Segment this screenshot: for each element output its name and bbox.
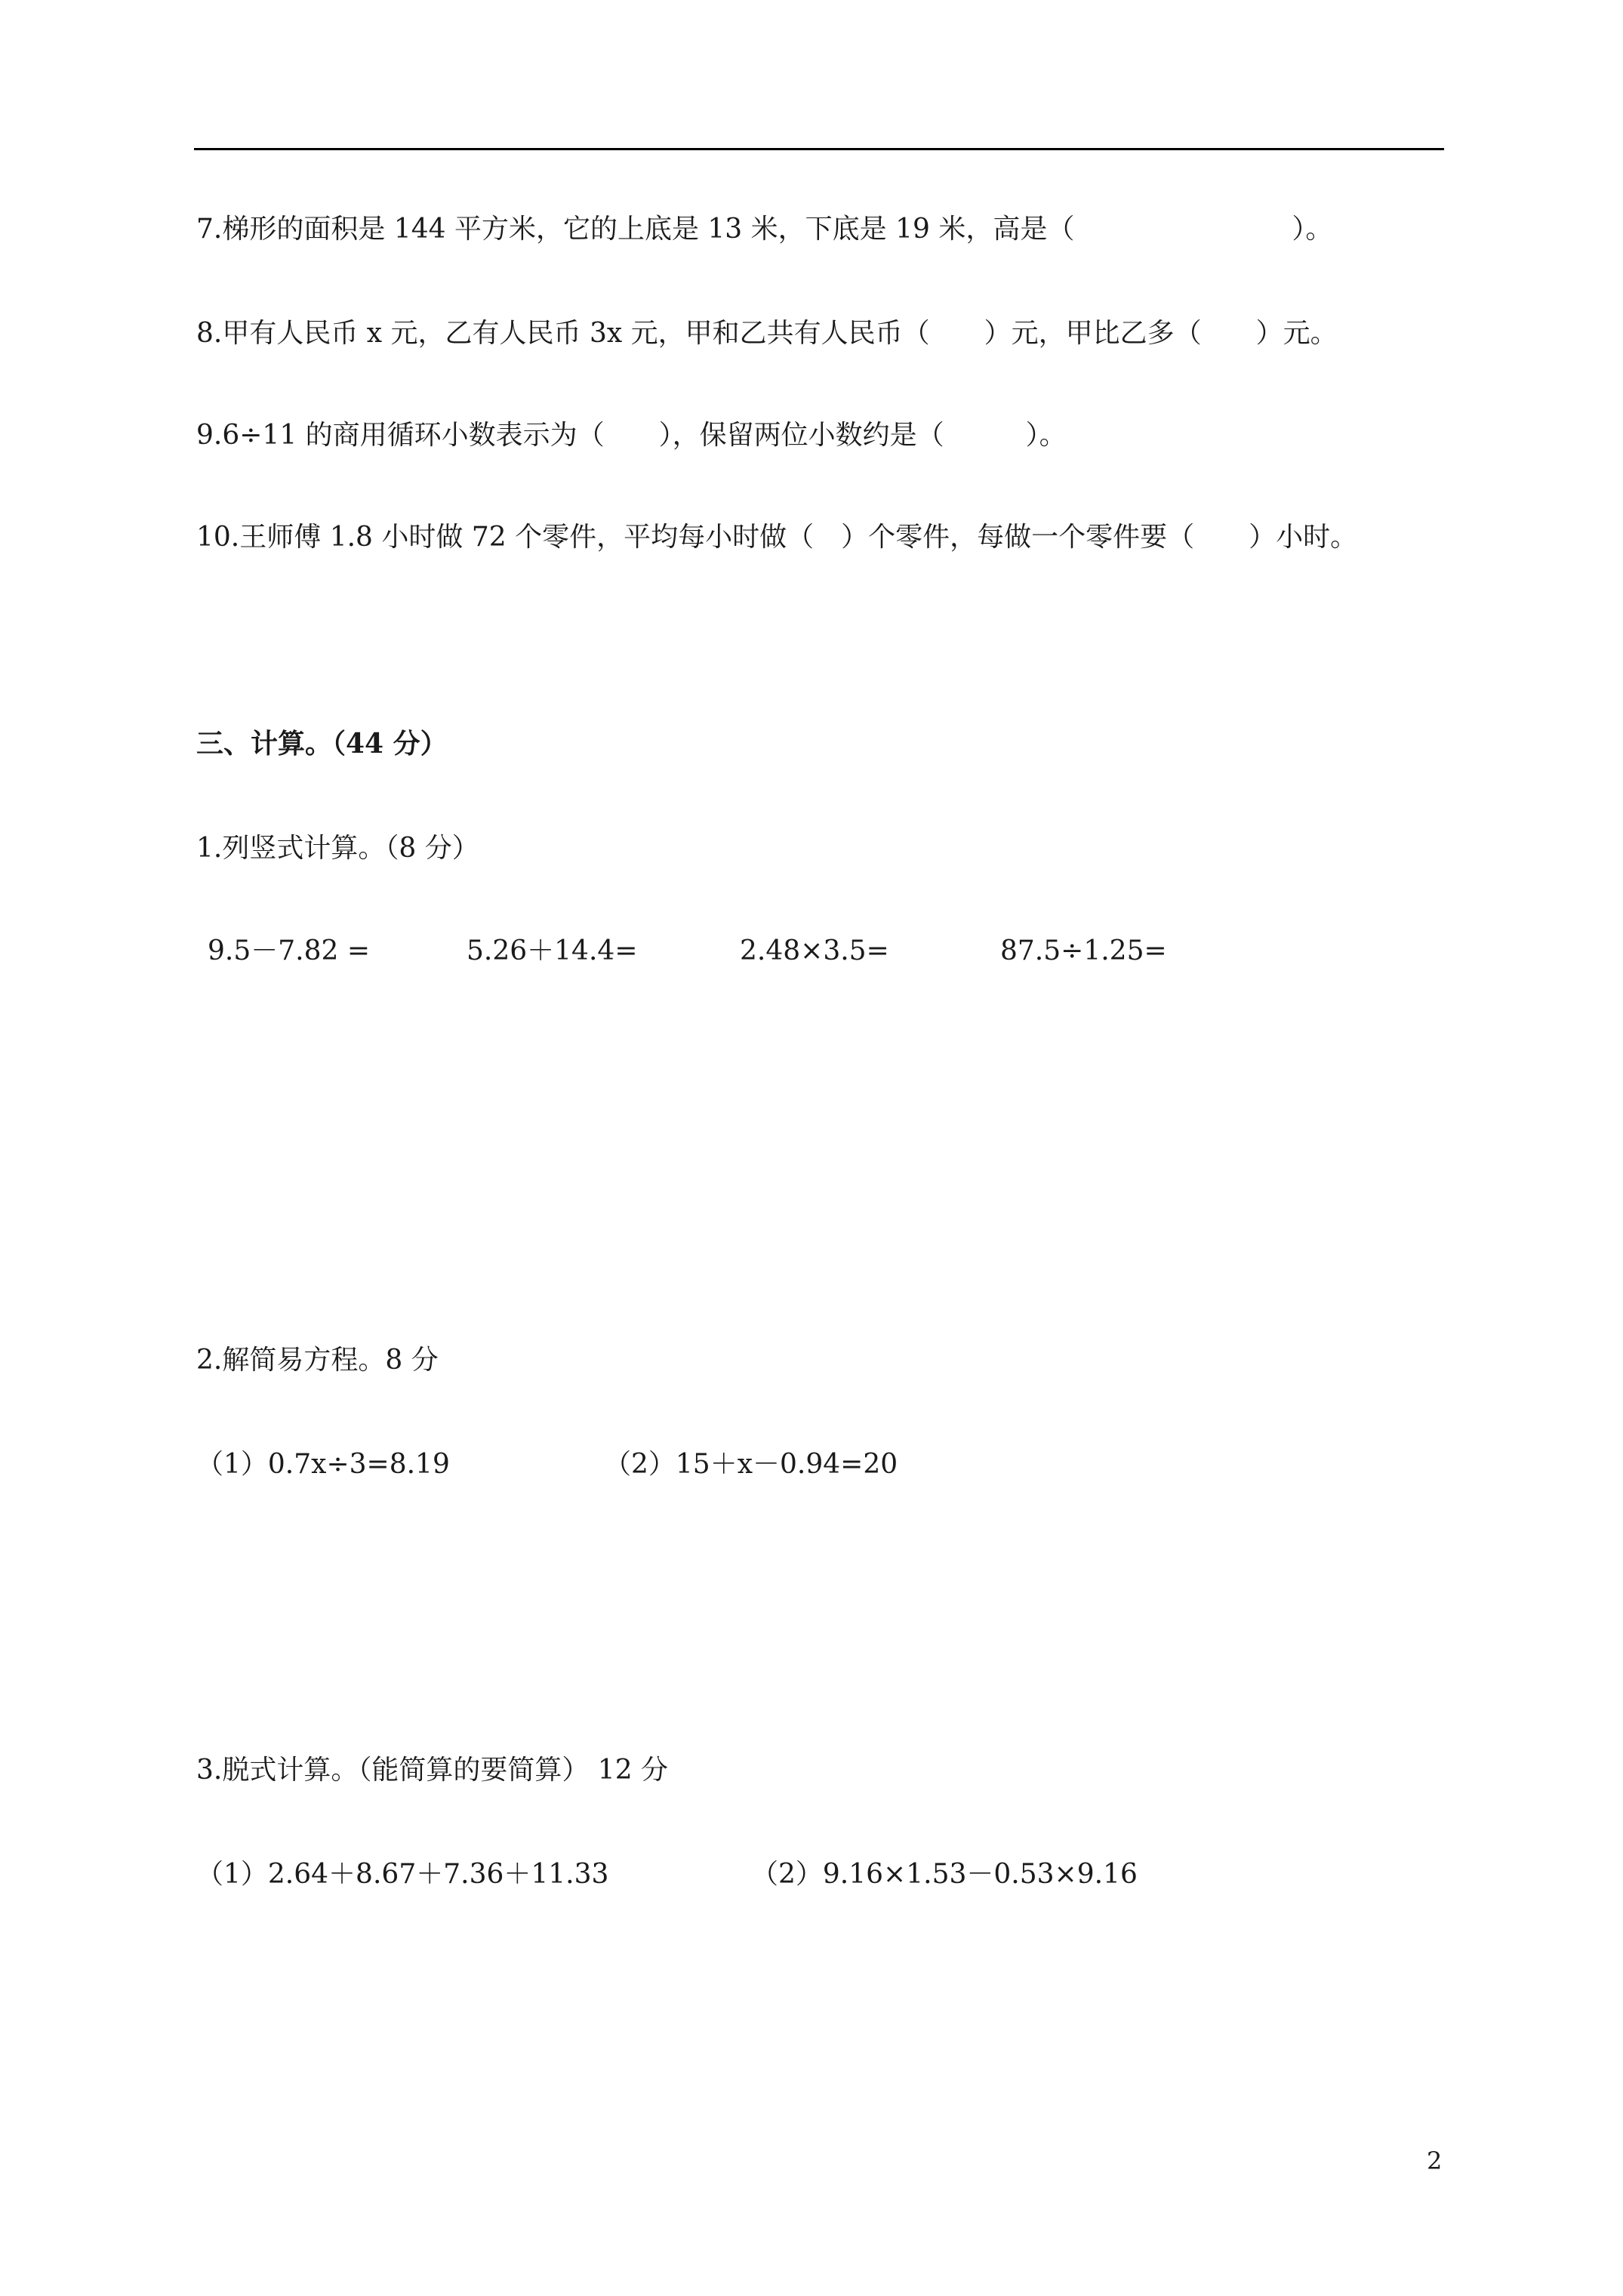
stepwise-calc-item-2: （2）9.16×1.53－0.53×9.16 xyxy=(751,1859,1138,1890)
part-1-title: 1.列竖式计算。（8 分） xyxy=(196,833,479,864)
equation-item-2: （2）15＋x－0.94=20 xyxy=(604,1449,898,1480)
vertical-calc-item-1: 9.5－7.82 = xyxy=(208,935,371,966)
question-8: 8.甲有人民币 x 元，乙有人民币 3x 元，甲和乙共有人民币（ ）元，甲比乙多（ ）元。 xyxy=(196,318,1338,349)
question-9: 9.6÷11 的商用循环小数表示为（ ），保留两位小数约是（ ）。 xyxy=(196,420,1067,451)
part-2-title: 2.解简易方程。8 分 xyxy=(196,1345,439,1376)
question-10: 10.王师傅 1.8 小时做 72 个零件，平均每小时做（ ）个零件，每做一个零件要（ ）小时。 xyxy=(196,522,1358,553)
question-7: 7.梯形的面积是 144 平方米，它的上底是 13 米，下底是 19 米，高是（ ）。 xyxy=(196,214,1333,245)
equation-item-1: （1）0.7x÷3=8.19 xyxy=(196,1449,450,1480)
page-number: 2 xyxy=(1427,2147,1443,2175)
vertical-calc-item-2: 5.26＋14.4= xyxy=(467,935,638,966)
part-3-title: 3.脱式计算。（能简算的要简算） 12 分 xyxy=(196,1755,669,1786)
header-rule xyxy=(194,148,1444,150)
vertical-calc-item-4: 87.5÷1.25= xyxy=(1000,935,1167,966)
vertical-calc-item-3: 2.48×3.5= xyxy=(740,935,889,966)
stepwise-calc-item-1: （1）2.64＋8.67＋7.36＋11.33 xyxy=(196,1859,609,1890)
section-3-title: 三、计算。（44 分） xyxy=(196,728,448,760)
